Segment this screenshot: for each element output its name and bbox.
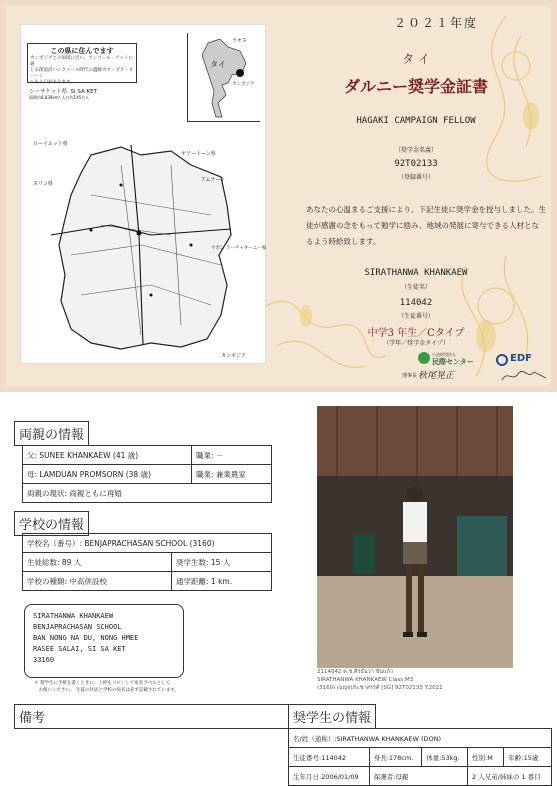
mother-job-cell: 職業: 兼業農家 xyxy=(192,465,272,484)
photo-illustration xyxy=(317,406,513,668)
height-cell: 身長:178cm. xyxy=(369,748,422,767)
remarks-section-title: 備考 xyxy=(14,704,318,729)
certificate xyxy=(0,0,557,392)
province-name: シーサケット県 SI SA KET xyxy=(29,89,97,95)
org-logo-icon xyxy=(418,352,430,364)
org-name: 民際センター xyxy=(432,358,474,366)
parents-status-cell: 両親の現状: 両親ともに再婚 xyxy=(23,484,272,503)
district-map xyxy=(31,125,267,361)
signature-icon xyxy=(500,368,548,384)
student-number: 114042 xyxy=(399,298,433,308)
certificate-paper: この県に住んでます カンボジアとの国境に近い、アンコール・ワットに通 じる街道沿いにクメール時代の遺跡カオ・プラ・ビハーン へも入口があります。 シーサケット県 SI SA KET 面積約8,839km² 人口約145万人 ラオス タイ カンボジア ローイエット県 ヤソートーン県 アムナート スリン県 ウボン ラーチャターニー県 カンボジア ２０２１年度 タ イ ダルニー奨学金証書 HAGAKI CAMPAIGN FELLOW （奨学金名義） 92T02133 （登録番号） あなたの心温まるご支援により、下記生徒に奨学金を授与しました。生徒が感謝の念をもって勉学に励み、地域の発展に寄与できる人材となるよう時給致します。 SIRATHANWA KHANKAEW （生徒名） 114042 （生徒番号） 中学3 年生／Cタイプ （学年／奨学金タイプ） 公益財団法人 民際センター 理事長 秋尾晃正 EDF xyxy=(6,6,551,386)
parents-table xyxy=(22,445,272,503)
thailand-inset: ラオス タイ カンボジア xyxy=(187,33,260,122)
gender-cell: 性別:M xyxy=(468,748,504,767)
address-label-box: SIRATHANWA KHANKAEW BENJAPRACHASAN SCHOOL BAN NONG NA DU, NONG HMEE RASEE SALAI, SI SA KET 33160 xyxy=(24,604,184,678)
father-cell: 父: SUNEE KHANKAEW (41 歳) xyxy=(23,446,192,465)
svg-text:アムナート: アムナート xyxy=(201,177,226,183)
certificate-year: ２０２１年度 xyxy=(393,16,478,30)
school-name-cell: 学校名（番号）: BENJAPRACHASAN SCHOOL (3160) xyxy=(23,534,272,553)
distance-cell: 通学距離: 1 km. xyxy=(172,572,272,591)
registration-label: （登録番号） xyxy=(397,174,434,181)
school-type-cell: 学校の種類: 中高併設校 xyxy=(23,572,172,591)
grade-type: 中学3 年生／Cタイプ xyxy=(367,328,465,339)
student-number-label: （生徒番号） xyxy=(397,313,434,320)
student-name-label: （生徒名） xyxy=(400,284,431,291)
province-map-panel xyxy=(20,24,266,364)
student-name-cell: 名/姓（通称）:SIRATHANWA KHANKAEW (DON) xyxy=(289,729,552,748)
school-section-title: 学校の情報 xyxy=(14,511,89,536)
campaign-name: HAGAKI CAMPAIGN FELLOW xyxy=(356,116,476,126)
total-students-cell: 生徒総数: 89 人 xyxy=(23,553,172,572)
svg-text:ヤソートーン県: ヤソートーン県 xyxy=(181,151,216,157)
map-notice-title: この県に住んでます xyxy=(50,47,114,55)
student-section-title: 奨学生の情報 xyxy=(288,704,376,729)
guardian-cell: 保護者:母親 xyxy=(369,767,467,786)
certificate-message: あなたの心温まるご支援により、下記生徒に奨学金を授与しました。生徒が感謝の念をもって勉学に励み、地域の発展に寄与できる人材となるよう時給致します。 xyxy=(306,205,546,246)
certificate-title: ダルニー奨学金証書 xyxy=(343,77,488,96)
age-cell: 年齢:15歳 xyxy=(504,748,552,767)
edf-label: EDF xyxy=(510,353,532,364)
scholarship-name-label: （奨学金名義） xyxy=(394,147,437,154)
chairman-signature: 秋尾晃正 xyxy=(418,371,455,381)
mother-cell: 母: LAMDUAN PROMSORN (38 歳) xyxy=(23,465,192,484)
address-note: ＊ 奨学生に手紙を書くときに、上枠をコピーして宛名ラベルとして お使いください。 生徒の住居と学校の宛名は必ず記載されています。 xyxy=(34,681,180,693)
siblings-cell: 2 人兄弟/姉妹の 1 番目 xyxy=(468,767,552,786)
student-number-cell: 生徒番号:114042 xyxy=(289,748,370,767)
student-photo xyxy=(317,406,513,668)
student-table xyxy=(288,728,552,786)
south-neighbor-label: カンボジア xyxy=(221,353,247,359)
parents-section-title: 両親の情報 xyxy=(14,421,89,446)
father-job-cell: 職業: － xyxy=(192,446,272,465)
certificate-country: タ イ xyxy=(402,52,430,66)
student-name: SIRATHANWA KHANKAEW xyxy=(364,268,468,278)
east-neighbor-label: ウボン ラーチャターニー県 xyxy=(211,246,267,251)
scholarship-students-cell: 奨学生数: 15 人 xyxy=(172,553,272,572)
school-table xyxy=(22,533,272,591)
thailand-label: タイ xyxy=(210,60,226,69)
edf-logo-icon xyxy=(496,354,508,366)
province-stats: 面積約8,839km² 人口約145万人 xyxy=(29,95,90,100)
weight-cell: 体重:53kg. xyxy=(422,748,468,767)
registration-number: 92T02133 xyxy=(394,159,438,169)
photo-caption: 2114042 ด.ช.ศิรธันวา ขันแก้ว SIRATHANWA KHANKAEW Class:M3 (3160) เบญจประชาสรรค์ [SG] 92T02133 Y.2021 xyxy=(317,669,443,691)
west-neighbor-label: スリン県 xyxy=(33,181,54,187)
thailand-map-icon xyxy=(188,33,260,121)
grade-label: （学年／奨学金タイプ） xyxy=(383,340,449,347)
map-notice-box xyxy=(27,43,137,83)
map-notice-text: カンボジアとの国境に近い、アンコール・ワットに通 じる街道沿いにクメール時代の遺跡カオ・プラ・ビハーン へも入口があります。 xyxy=(30,56,134,85)
birthday-cell: 生年月日:2006/01/09 xyxy=(289,767,370,786)
north-neighbor-label: ローイエット県 xyxy=(33,141,68,147)
